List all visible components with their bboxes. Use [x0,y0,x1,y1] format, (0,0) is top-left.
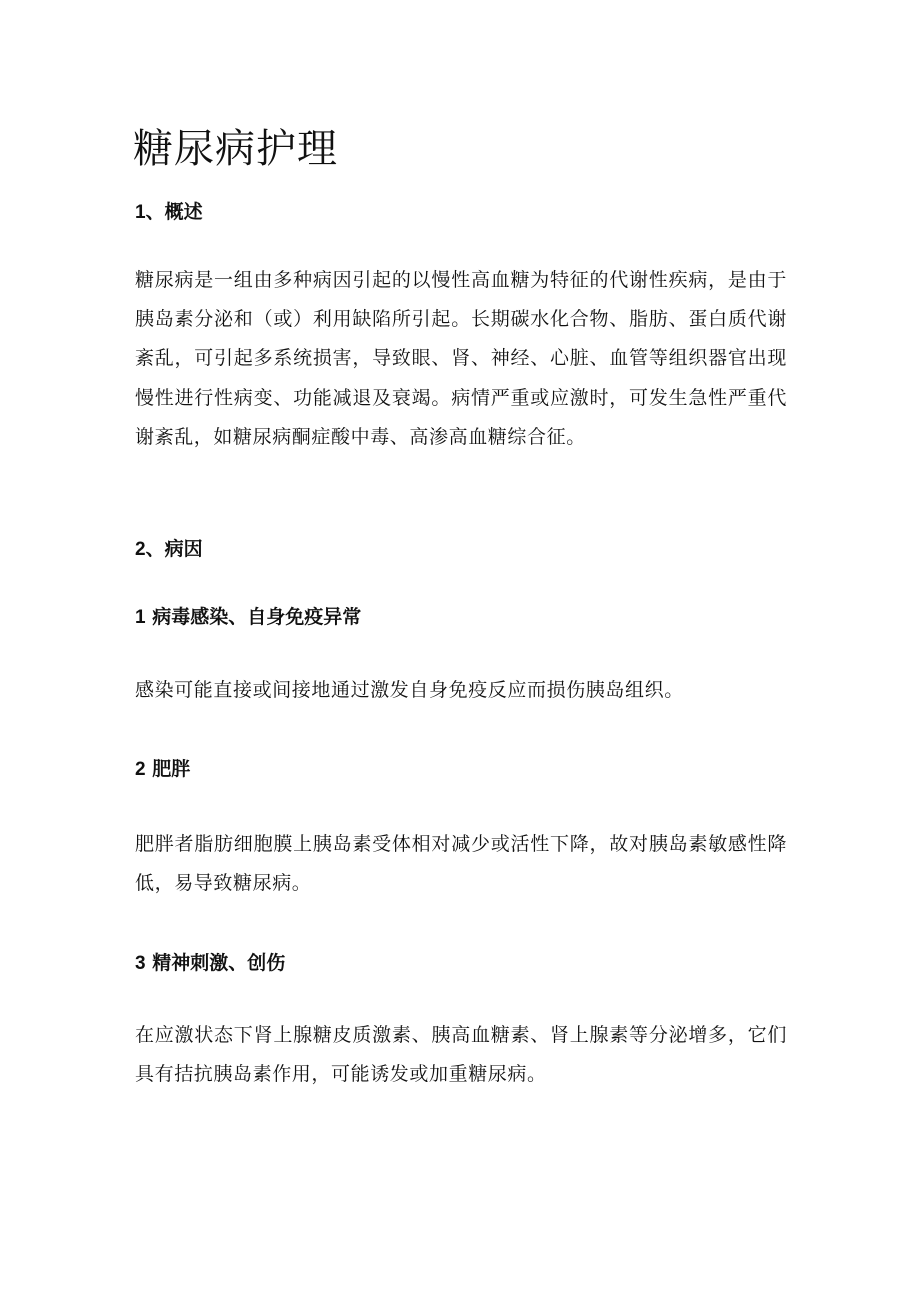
section-number: 2 [135,539,146,560]
section-label: 、病因 [145,538,203,560]
document-title: 糖尿病护理 [133,126,338,172]
cause-number: 1 [135,607,146,628]
cause-text-infection: 感染可能直接或间接地通过激发自身免疫反应而损伤胰岛组织。 [135,679,684,701]
section-number: 1 [135,202,146,223]
cause-text-obesity: 肥胖者脂肪细胞膜上胰岛素受体相对减少或活性下降，故对胰岛素敏感性降低，易导致糖尿病。 [135,833,787,895]
section-heading-overview [135,199,203,226]
cause-heading-obesity [135,756,190,783]
cause-text-stress: 在应激状态下肾上腺糖皮质激素、胰高血糖素、肾上腺素等分泌增多，它们具有拮抗胰岛素作用，可能诱发或加重糖尿病。 [135,1024,787,1086]
section-label: 、概述 [145,201,203,223]
cause-title: 病毒感染、自身免疫异常 [152,606,362,628]
cause-number: 3 [135,953,146,974]
overview-paragraph: 糖尿病是一组由多种病因引起的以慢性高血糖为特征的代谢性疾病，是由于胰岛素分泌和（或）利用缺陷所引起。长期碳水化合物、脂肪、蛋白质代谢紊乱，可引起多系统损害，导致眼、肾、神经、心脏、血管等组织器官出现慢性进行性病变、功能减退及衰竭。病情严重或应激时，可发生急性严重代谢紊乱，如糖尿病酮症酸中毒、高渗高血糖综合征。 [135,269,787,448]
cause-title: 肥胖 [152,758,191,780]
cause-number: 2 [135,759,146,780]
cause-title: 精神刺激、创伤 [152,952,286,974]
section-heading-causes [135,536,203,563]
cause-heading-infection [135,604,361,631]
cause-heading-stress [135,950,285,977]
